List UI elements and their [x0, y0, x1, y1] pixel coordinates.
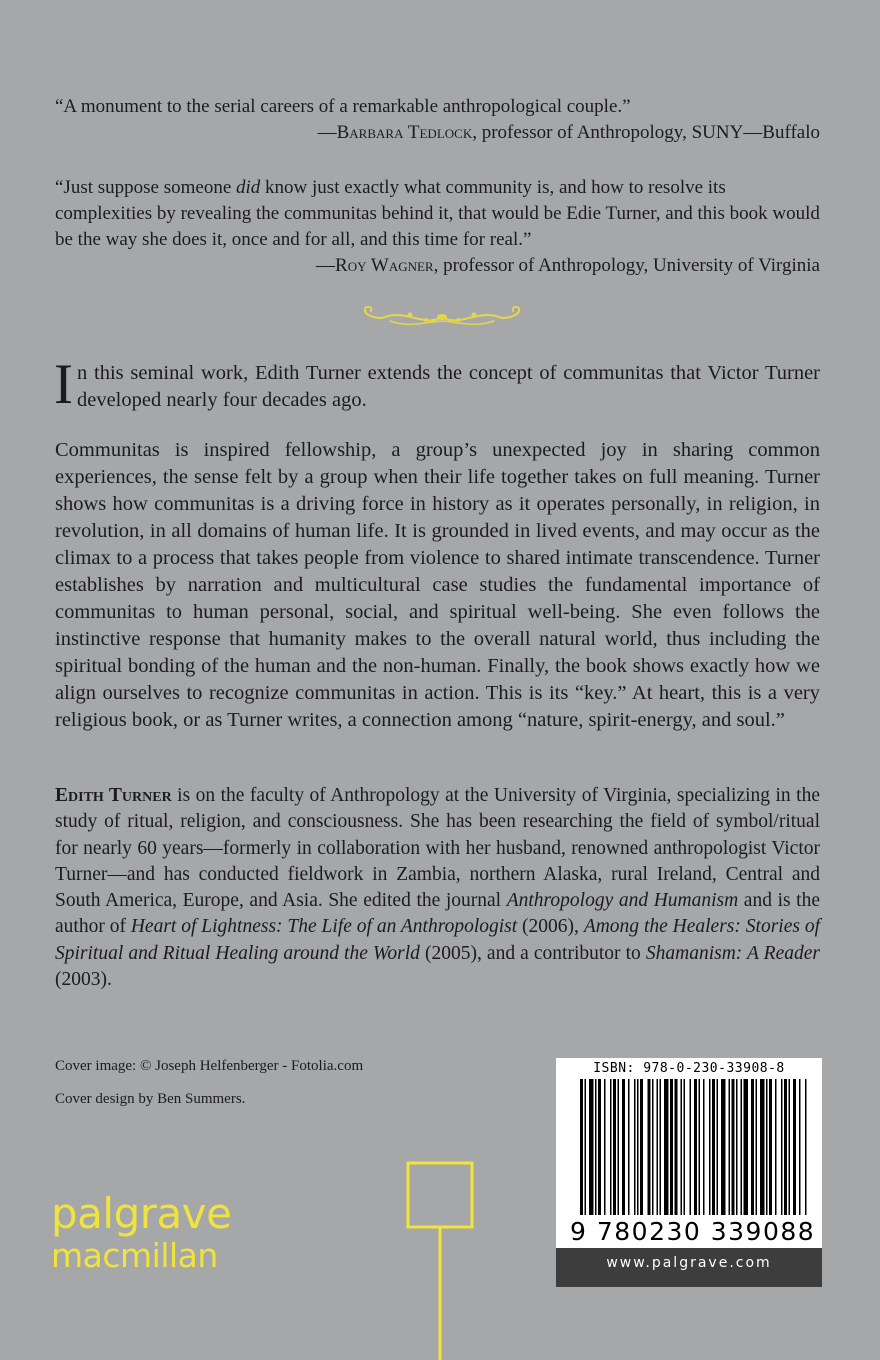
barcode-bar [799, 1079, 801, 1215]
barcode-bar [684, 1079, 686, 1215]
barcode-bar [637, 1079, 639, 1215]
barcode-bar [756, 1079, 758, 1215]
endorser-name: Roy Wagner [335, 255, 434, 276]
quote-text: “A monument to the serial careers of a remarkable anthropological couple.” [55, 96, 631, 117]
barcode-bar [760, 1079, 765, 1215]
barcode-bar [694, 1079, 697, 1215]
quote-attribution: —Barbara Tedlock, professor of Anthropology, SUNY—Buffalo [317, 122, 820, 143]
barcode-bar [675, 1079, 678, 1215]
barcode-bar [598, 1079, 601, 1215]
publisher-logo [51, 1189, 232, 1275]
barcode-bar [585, 1079, 587, 1215]
endorser-name: Barbara Tedlock [336, 122, 473, 143]
barcode-bar [595, 1079, 597, 1215]
isbn-label: ISBN: 978-0-230-33908-8 [593, 1061, 785, 1076]
cover-design-credit: Cover design by Ben Summers. [55, 1091, 246, 1107]
barcode-bar [610, 1079, 612, 1215]
barcode-bar [681, 1079, 683, 1215]
barcode-bar [652, 1079, 654, 1215]
barcode-bar [793, 1079, 796, 1215]
barcode-bar [732, 1079, 735, 1215]
barcode-bar [712, 1079, 715, 1215]
barcode-bar [640, 1079, 643, 1215]
barcode-bar [699, 1079, 701, 1215]
barcode-bar [751, 1079, 754, 1215]
barcode-bar [744, 1079, 749, 1215]
endorsement-quote-1 [55, 94, 820, 146]
barcode-bar [690, 1079, 692, 1215]
barcode-bar [736, 1079, 738, 1215]
publisher-url: www.palgrave.com [556, 1248, 822, 1287]
barcode-bar [781, 1079, 783, 1215]
barcode-bar [721, 1079, 726, 1215]
barcode-bar [628, 1079, 630, 1215]
isbn-barcode [556, 1058, 822, 1248]
author-name: Edith Turner [55, 785, 172, 806]
barcode-bar [741, 1079, 743, 1215]
barcode-digits: 9 780230 339088 [570, 1217, 816, 1246]
quote-text: “Just suppose someone did know just exactly what community is, and how to resolve its complexities by revealing the communitas behind it, that would be Edie Turner, and this book would be the way she does it, once and for all, and this time for real.” [55, 177, 820, 250]
barcode-bar [805, 1079, 807, 1215]
barcode-bar [709, 1079, 711, 1215]
barcode-bar [613, 1079, 616, 1215]
barcode-bar [766, 1079, 768, 1215]
barcode-bar [622, 1079, 625, 1215]
logo-macmillan: macmillan [51, 1236, 218, 1275]
barcode-bar [660, 1079, 662, 1215]
barcode-bars-icon [580, 1079, 810, 1219]
intro-paragraph: In this seminal work, Edith Turner extends the concept of communitas that Victor Turner developed nearly four decades ago. [54, 353, 820, 416]
publisher-emblem-icon [405, 1160, 475, 1360]
barcode-bar [618, 1079, 620, 1215]
endorsement-quote-2 [55, 175, 820, 279]
logo-palgrave: palgrave [51, 1189, 232, 1238]
cover-image-credit: Cover image: © Joseph Helfenberger - Fotolia.com [55, 1058, 364, 1074]
barcode-bar [729, 1079, 731, 1215]
barcode-bar [717, 1079, 719, 1215]
barcode-bar [604, 1079, 606, 1215]
barcode-bar [589, 1079, 594, 1215]
barcode-bar [775, 1079, 777, 1215]
barcode-bar [670, 1079, 673, 1215]
description-paragraph: Communitas is inspired fellowship, a group’s unexpected joy in sharing common experiences, the sense felt by a group when their life together takes on full meaning. Turner shows how communitas is a driving force in history as it operates personally, in religion, in revolution, in all domains of human life. It is grounded in lived events, and may occur as the climax to a process that takes people from violence to shared intimate transcendence. Turner establishes by narration and multicultural case studies the fundamental importance of communitas to human personal, social, and spiritual well-being. She even follows the instinctive response that humanity makes to the overall natural world, thus including the spiritual bonding of the human and the non-human. Finally, the book shows exactly how we align ourselves to recognize communitas in action. This is its “key.” At heart, this is a very religious book, or as Turner writes, a connection among “nature, spirit-energy, and soul.” [55, 439, 820, 731]
drop-cap: I [54, 353, 73, 416]
barcode-bar [789, 1079, 791, 1215]
barcode-bar [769, 1079, 772, 1215]
barcode-bar [580, 1079, 583, 1215]
ornament-divider-icon [360, 306, 524, 332]
barcode-bar [664, 1079, 669, 1215]
quote-attribution: —Roy Wagner, professor of Anthropology, University of Virginia [316, 255, 820, 276]
barcode-bar [784, 1079, 787, 1215]
barcode-bar [703, 1079, 705, 1215]
barcode-bar [648, 1079, 651, 1215]
barcode-bar [657, 1079, 659, 1215]
author-bio: Edith Turner is on the faculty of Anthropology at the University of Virginia, specializing in the study of ritual, religion, and consciousness. She has been researching the field of symbol/ritual for nearly 60 years—formerly in collaboration with her husband, renowned anthropologist Victor Turner—and has conducted fieldwork in Zambia, northern Alaska, rural Ireland, Central and South America, Europe, and Asia. She edited the journal Anthropology and Humanism and is the author of Heart of Lightness: The Life of an Anthropologist (2006), Among the Healers: Stories of Spiritual and Ritual Healing around the World (2005), and a contributor to Shamanism: A Reader (2003). [55, 785, 820, 991]
barcode-bar [634, 1079, 636, 1215]
